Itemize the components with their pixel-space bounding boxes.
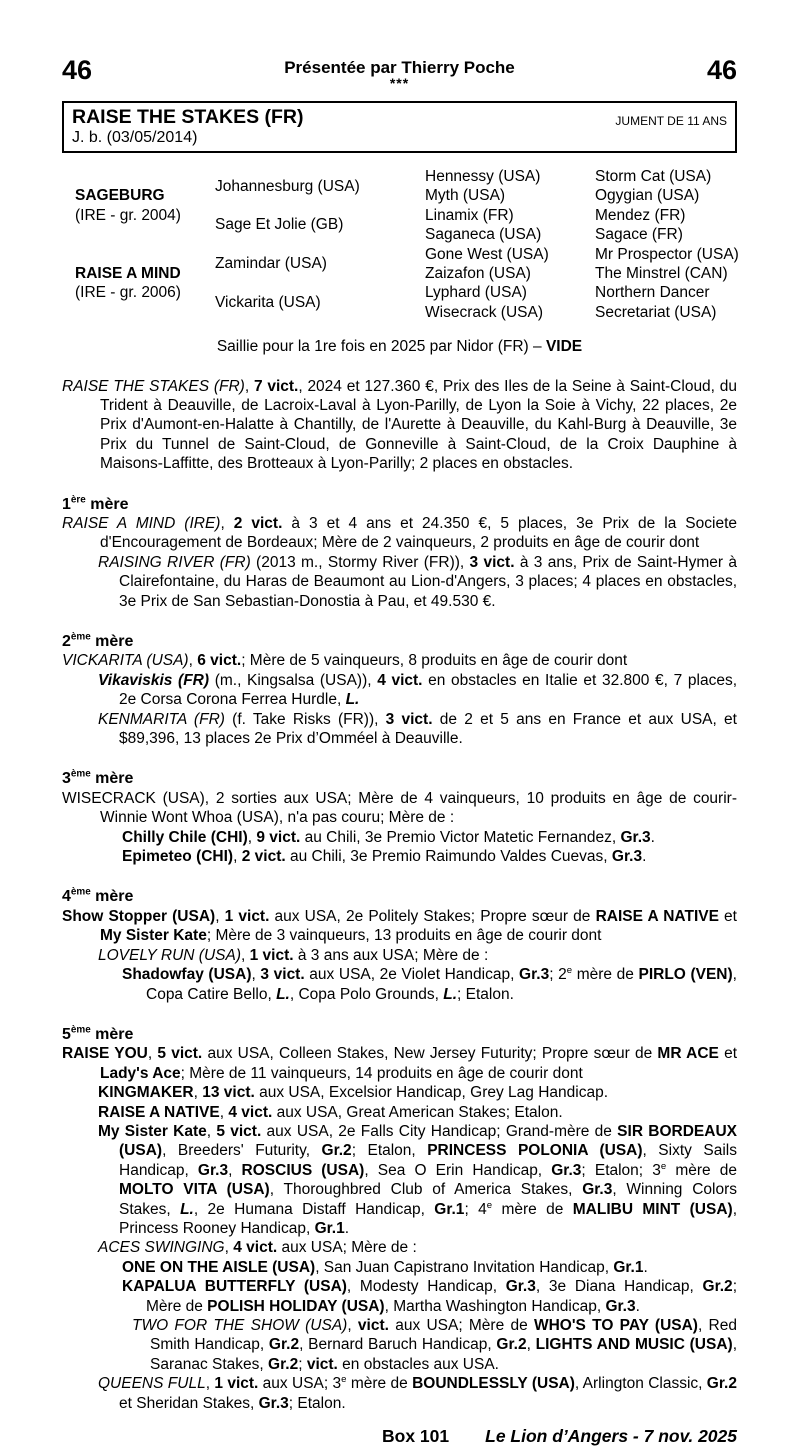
pedigree-paragraph: QUEENS FULL, 1 vict. aux USA; 3e mère de BOUNDLESSLY (USA), Arlington Classic, Gr.2 et Sheridan Stakes, Gr.3; Etalon.: [98, 1374, 737, 1412]
age-label: JUMENT DE 11 ANS: [615, 114, 727, 128]
horse-title-box: [62, 101, 737, 153]
pedigree-paragraph: RAISE A MIND (IRE), 2 vict. à 3 et 4 ans et 24.350 €, 5 places, 3e Prix de la Societe d'Encouragement de Bordeaux; Mère de 2 vainqueurs, 2 produits en âge de courir dont: [62, 514, 738, 552]
pedigree-paragraph: RAISE A NATIVE, 4 vict. aux USA, Great American Stakes; Etalon.: [98, 1103, 563, 1121]
catalog-number-left: 46: [62, 55, 93, 85]
pedigree-table: [62, 167, 737, 322]
mare-heading: 3ème mère: [62, 769, 134, 788]
sale-info: Le Lion d’Angers - 7 nov. 2025: [485, 1426, 737, 1447]
mare-heading: 2ème mère: [62, 631, 134, 650]
pedigree-paragraph: TWO FOR THE SHOW (USA), vict. aux USA; Mère de WHO'S TO PAY (USA), Red Smith Handicap, Gr.2, Bernard Baruch Handicap, Gr.2, LIGHTS AND MUSIC (USA), Saranac Stakes, Gr.2; vict. en obstacles aux USA.: [132, 1317, 738, 1373]
horse-name: RAISE THE STAKES (FR): [72, 106, 304, 128]
pedigree-paragraph: VICKARITA (USA), 6 vict.; Mère de 5 vainqueurs, 8 produits en âge de courir dont: [62, 652, 628, 670]
pedigree-ancestor: Secretariat (USA): [595, 303, 717, 321]
mare-heading: 1ère mère: [62, 494, 129, 513]
pedigree-paragraph: Shadowfay (USA), 3 vict. aux USA, 2e Violet Handicap, Gr.3; 2e mère de PIRLO (VEN), Copa Catire Bello, L., Copa Polo Grounds, L.; Etalon.: [122, 964, 737, 1003]
pedigree-paragraph: My Sister Kate, 5 vict. aux USA, 2e Falls City Handicap; Grand-mère de SIR BORDEAUX (USA), Breeders' Futurity, Gr.2; Etalon, PRINCESS POLONIA (USA), Sixty Sails Handicap, Gr.3, ROSCIUS (USA), Sea O Erin Handicap, Gr.3; Etalon; 3e mère de MOLTO VITA (USA), Thoroughbred Club of America Stakes, Gr.3, Winning Colors Stakes, L., 2e Humana Distaff Handicap, Gr.1; 4e mère de MALIBU MINT (USA), Princess Rooney Handicap, Gr.1.: [98, 1122, 738, 1237]
pedigree-paragraph: ACES SWINGING, 4 vict. aux USA; Mère de :: [98, 1239, 417, 1257]
catalog-number-right: 46: [706, 55, 737, 85]
pedigree-ancestor: Wisecrack (USA): [425, 303, 543, 321]
covering-line: Saillie pour la 1re fois en 2025 par Nidor (FR) – VIDE: [216, 338, 583, 356]
mare-section-4: [62, 887, 737, 1003]
pedigree-paragraph: Epimeteo (CHI), 2 vict. au Chili, 3e Premio Raimundo Valdes Cuevas, Gr.3.: [122, 848, 647, 866]
mare-section-2: [62, 632, 737, 748]
pedigree-paragraph: LOVELY RUN (USA), 1 vict. à 3 ans aux USA; Mère de :: [98, 946, 489, 964]
sire-detail: (IRE - gr. 2004): [75, 206, 181, 224]
pedigree-ancestor: Zaizafon (USA): [425, 264, 531, 282]
pedigree-paragraph: RAISE YOU, 5 vict. aux USA, Colleen Stakes, New Jersey Futurity; Propre sœur de MR ACE et Lady's Ace; Mère de 11 vainqueurs, 14 produits en âge de courir dont: [62, 1045, 737, 1082]
race-record: RAISE THE STAKES (FR), 7 vict., 2024 et 127.360 €, Prix des Iles de la Seine à Saint-Cloud, du Trident à Deauville, de Lacroix-Laval à Lyon-Parilly, de Lyon la Soie à Vichy, 22 places, 2e Prix d'Aumont-en-Halatte à Chantilly, de l'Aurette à Deauville, du Kahl-Burg à Deauville, 3e Prix du Tunnel de Saint-Cloud, de Gonneville à Saint-Cloud, de la Croix Dauphine à Maisons-Laffitte, des Brotteaux à Lyon-Parilly; 2 places en obstacles.: [62, 377, 738, 473]
mare-heading: 4ème mère: [62, 887, 134, 906]
pedigree-ancestor: Sagace (FR): [595, 226, 683, 244]
horse-description: J. b. (03/05/2014): [72, 129, 198, 146]
pedigree-ancestor: Zamindar (USA): [215, 255, 327, 273]
pedigree-paragraph: ONE ON THE AISLE (USA), San Juan Capistrano Invitation Handicap, Gr.1.: [122, 1258, 648, 1276]
dam-detail: (IRE - gr. 2006): [75, 284, 181, 302]
mare-heading: 5ème mère: [62, 1024, 134, 1043]
dam-block: [75, 245, 215, 323]
page-footer: [62, 1426, 737, 1447]
pedigree-paragraph: Vikaviskis (FR) (m., Kingsalsa (USA)), 4 vict. en obstacles en Italie et 32.800 €, 7 places, 2e Corsa Corona Ferrea Hurdle, L.: [98, 671, 737, 709]
sire-block: [75, 167, 215, 245]
mare-sections: [62, 495, 737, 1413]
pedigree-paragraph: Chilly Chile (CHI), 9 vict. au Chili, 3e Premio Victor Matetic Fernandez, Gr.3.: [122, 828, 655, 846]
pedigree-ancestor: Hennessy (USA): [425, 168, 541, 185]
pedigree-paragraph: Show Stopper (USA), 1 vict. aux USA, 2e Politely Stakes; Propre sœur de RAISE A NATIVE et My Sister Kate; Mère de 3 vainqueurs, 13 produits en âge de courir dont: [62, 907, 737, 945]
page-header: [62, 55, 737, 91]
pedigree-ancestor: Sage Et Jolie (GB): [215, 216, 344, 234]
pedigree-paragraph: RAISING RIVER (FR) (2013 m., Stormy River (FR)), 3 vict. à 3 ans, Prix de Saint-Hymer à Clairefontaine, du Haras de Beaumont au Lion-d'Angers, 3 places; 4 places en obstacles, 3e Prix de San Sebastian-Donostia à Pau, et 49.530 €.: [98, 553, 737, 610]
mare-section-3: [62, 769, 737, 866]
pedigree-ancestor: Storm Cat (USA): [595, 168, 712, 185]
box-number: Box 101: [382, 1426, 450, 1447]
horse-title-left: [72, 106, 303, 147]
pedigree-paragraph: KINGMAKER, 13 vict. aux USA, Excelsior Handicap, Grey Lag Handicap.: [98, 1084, 609, 1102]
pedigree-ancestor: Mendez (FR): [595, 206, 686, 224]
pedigree-ancestor: Linamix (FR): [425, 206, 514, 224]
pedigree-ancestor: Lyphard (USA): [425, 284, 527, 302]
dam-name: RAISE A MIND: [75, 264, 181, 282]
pedigree-paragraph: KAPALUA BUTTERFLY (USA), Modesty Handicap, Gr.3, 3e Diana Handicap, Gr.2; Mère de POLISH HOLIDAY (USA), Martha Washington Handicap, Gr.3.: [122, 1278, 737, 1315]
mare-section-5: [62, 1025, 737, 1413]
presenter-block: [122, 58, 677, 89]
stars-separator: ***: [389, 75, 410, 91]
pedigree-paragraph: KENMARITA (FR) (f. Take Risks (FR)), 3 vict. de 2 et 5 ans en France et aux USA, et $89,396, 13 places 2e Prix d’Omméel à Deauville.: [98, 710, 737, 748]
pedigree-ancestor: Myth (USA): [425, 187, 506, 205]
mare-section-1: [62, 495, 737, 611]
pedigree-ancestor: Vickarita (USA): [215, 294, 321, 312]
pedigree-ancestor: Mr Prospector (USA): [595, 245, 739, 263]
pedigree-ancestor: Gone West (USA): [425, 245, 549, 263]
pedigree-ancestor: Johannesburg (USA): [215, 177, 360, 195]
pedigree-ancestor: Ogygian (USA): [595, 187, 700, 205]
pedigree-ancestor: Saganeca (USA): [425, 226, 542, 244]
pedigree-paragraph: WISECRACK (USA), 2 sorties aux USA; Mère de 4 vainqueurs, 10 produits en âge de courir- Winnie Wont Whoa (USA), n'a pas couru; Mère de :: [62, 789, 737, 827]
presenter-line: Présentée par Thierry Poche: [284, 58, 515, 77]
sire-name: SAGEBURG: [75, 187, 165, 205]
pedigree-ancestor: Northern Dancer: [595, 284, 710, 302]
pedigree-ancestor: The Minstrel (CAN): [595, 264, 728, 282]
